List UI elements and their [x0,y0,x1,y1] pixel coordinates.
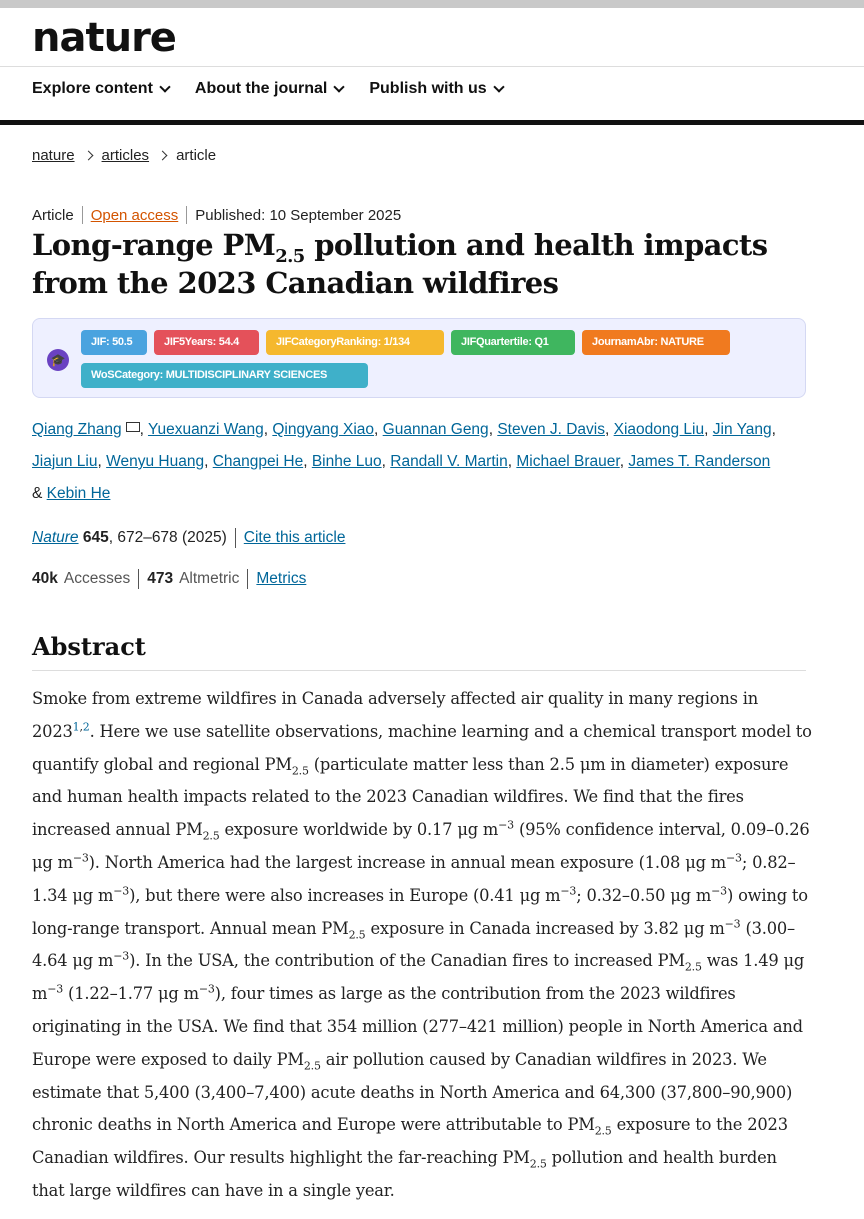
author-link[interactable]: James T. Randerson [628,453,771,470]
main-nav [32,80,503,98]
article-stats [32,569,306,589]
separator [138,569,139,589]
separator [235,528,236,548]
nav-label: Publish with us [369,80,487,97]
abstract-text: Smoke from extreme wildfires in Canada adversely affected air quality in many regions in 2023$^{1,2}$. Here we use satellite observations, machine learning and a chemical transport model to quantify global and regional $PM_{2.5}$ (particulate matter less than 2.5 μm in diameter) exposure and human health impacts related to the 2023 Canadian wildfires. We find that the fires increased annual $PM_{2.5}$ exposure worldwide by 0.17 μg $m^{-3}$ (95% confidence interval, 0.09–0.26 μg $m^{-3}$). North America had the largest increase in annual mean exposure (1.08 μg $m^{-3}$; 0.82–1.34 μg $m^{-3}$), but there were also increases in Europe (0.41 μg $m^{-3}$; 0.32–0.50 μg $m^{-3}$) owing to long-range transport. Annual mean $PM_{2.5}$ exposure in Canada increased by 3.82 μg $m^{-3}$ (3.00–4.64 μg $m^{-3}$). In the USA, the contribution of the Canadian fires to increased $PM_{2.5}$ was 1.49 μg $m^{-3}$ (1.22–1.77 μg $m^{-3}$), four times as large as the contribution from the 2023 wildfires originating in the USA. We find that 354 million (277–421 million) people in North America and Europe were exposed to daily $PM_{2.5}$ air pollution caused by Canadian wildfires in 2023. We estimate that 5,400 (3,400–7,400) acute deaths in North America and 64,300 (37,800–90,900) chronic deaths in North America and Europe were attributable to $PM_{2.5}$ exposure to the 2023 Canadian wildfires. Our results highlight the far-reaching $PM_{2.5}$ pollution and health burden that large wildfires can have in a single year. [32,689,812,1200]
author-link[interactable]: Jiajun Liu [32,453,98,470]
abstract-rule [32,670,806,671]
separator [186,206,187,224]
accesses-label: Accesses [63,570,131,587]
reference-link[interactable]: 1 [72,720,80,734]
nav-label: About the journal [194,80,328,97]
chevron-right-icon [83,151,93,161]
badge-category-ranking: JIFCategoryRanking: 1/134 [266,330,444,355]
article-title [32,226,812,302]
nav-label: Explore content [32,80,153,97]
top-bar [0,0,864,8]
header-divider [0,66,864,67]
open-access-link[interactable]: Open access [90,206,179,224]
altmetric-label: Altmetric [179,570,240,587]
badge-quartile: JIFQuartertile: Q1 [451,330,575,355]
journal-metrics-panel [32,318,806,398]
pages: , 672–678 (2025) [108,529,227,546]
chevron-down-icon [493,81,504,92]
author-link[interactable]: Qiang Zhang [32,421,122,438]
published-date: Published: 10 September 2025 [195,206,402,224]
cite-article-link[interactable]: Cite this article [243,529,346,546]
breadcrumb-articles[interactable]: articles [101,147,150,164]
author-link[interactable]: Wenyu Huang [106,453,205,470]
nav-publish-with-us[interactable] [369,80,502,98]
envelope-icon[interactable] [126,422,140,432]
author-link[interactable]: Binhe Luo [311,453,382,470]
citation-line [32,528,345,548]
author-link[interactable]: Randall V. Martin [390,453,508,470]
breadcrumb [32,147,216,164]
nature-logo[interactable]: nature [32,15,176,61]
author-link[interactable]: Michael Brauer [516,453,620,470]
author-link[interactable]: Changpei He [212,453,304,470]
author-link[interactable]: Qingyang Xiao [272,421,375,438]
chevron-down-icon [159,81,170,92]
journal-link[interactable]: Nature [32,529,79,546]
metrics-link[interactable]: Metrics [256,570,307,587]
author-link[interactable]: Yuexuanzi Wang [147,421,264,438]
nav-about-journal[interactable] [195,80,343,98]
chevron-down-icon [334,81,345,92]
accesses-value: 40k [32,570,58,587]
title-part: Long-range PM [32,228,276,262]
author-link[interactable]: Xiaodong Liu [613,421,705,438]
altmetric-value: 473 [147,570,174,587]
reference-link[interactable]: 2 [82,720,90,734]
title-part: pollution and health impacts from the 2023 Canadian wildfires [32,228,768,300]
title-subscript: 2.5 [275,245,305,267]
badge-wos-category: WoSCategory: MULTIDISCIPLINARY SCIENCES [81,363,368,388]
badge-jif: JIF: 50.5 [81,330,147,355]
graduation-cap-icon: 🎓 [47,349,69,371]
author-link[interactable]: Steven J. Davis [497,421,605,438]
article-type: Article [32,206,74,224]
separator [82,206,83,224]
abstract-heading: Abstract [32,632,146,661]
author-list: Qiang Zhang , Yuexuanzi Wang, Qingyang Xiao, Guannan Geng, Steven J. Davis, Xiaodong Liu, Jin Yang, Jiajun Liu, Wenyu Huang, Changpei He, Binhe Luo, Randall V. Martin, Michael Brauer, James T. Randerson & Kebin He [32,421,776,502]
breadcrumb-current: article [176,147,217,164]
author-link[interactable]: Jin Yang [712,421,772,438]
volume: 645 [82,529,109,546]
nav-rule [0,120,864,125]
separator [247,569,248,589]
author-link[interactable]: Kebin He [46,485,111,502]
breadcrumb-nature[interactable]: nature [32,147,75,164]
author-link[interactable]: Guannan Geng [382,421,489,438]
badge-journal-abbr: JournamAbr: NATURE [582,330,730,355]
badge-jif5: JIF5Years: 54.4 [154,330,259,355]
article-meta [32,206,401,224]
nav-explore-content[interactable] [32,80,169,98]
chevron-right-icon [158,151,168,161]
